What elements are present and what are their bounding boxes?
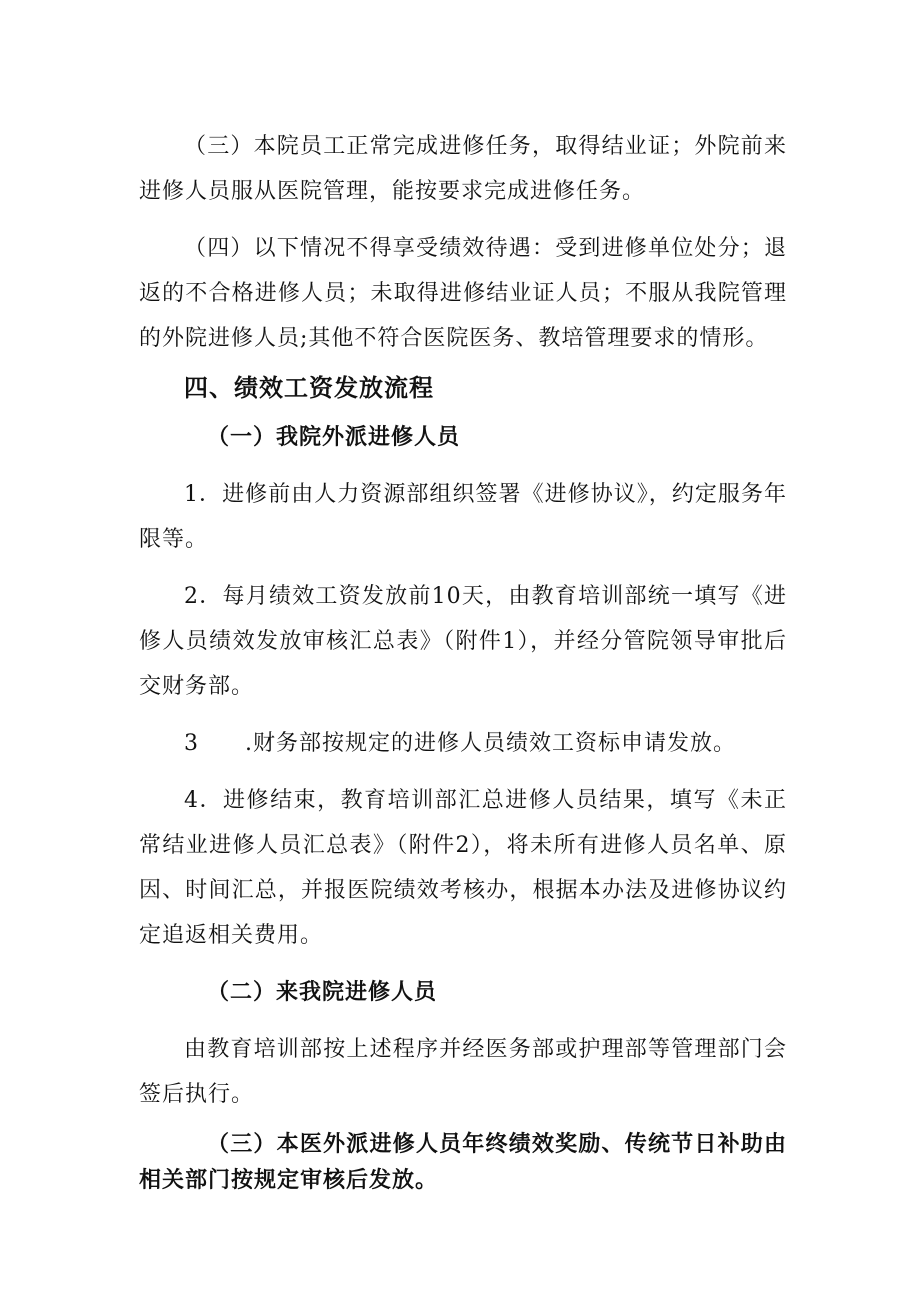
document-body (139, 124, 787, 1199)
list-item-4: 4．进修结束，教育培训部汇总进修人员结果，填写《未正常结业进修人员汇总表》（附件2），将未所有进修人员名单、原因、时间汇总，并报医院绩效考核办，根据本办法及进修协议约定追返相关费用。 (139, 788, 787, 948)
subheading-outgoing-staff: （一）我院外派进修人员 (207, 425, 461, 450)
paragraph-incoming-procedure: 由教育培训部按上述程序并经医务部或护理部等管理部门会签后执行。 (139, 1037, 787, 1107)
list-item-2: 2．每月绩效工资发放前10天，由教育培训部统一填写《进修人员绩效发放审核汇总表》（附件1），并经分管院领导审批后交财务部。 (139, 584, 787, 699)
list-item-3: 3 .财务部按规定的进修人员绩效工资标申请发放。 (184, 731, 736, 756)
paragraph-exclusion-conditions: （四）以下情况不得享受绩效待遇：受到进修单位处分；退返的不合格进修人员；未取得进修结业证人员；不服从我院管理的外院进修人员;其他不符合医院医务、教培管理要求的情形。 (139, 236, 787, 351)
list-item-1: 1．进修前由人力资源部组织签署《进修协议》，约定服务年限等。 (139, 482, 787, 552)
paragraph-year-end-bonus: （三）本医外派进修人员年终绩效奖励、传统节日补助由相关部门按规定审核后发放。 (139, 1132, 787, 1193)
subheading-incoming-staff: （二）来我院进修人员 (207, 980, 438, 1005)
paragraph-completion-conditions: （三）本院员工正常完成进修任务，取得结业证；外院前来进修人员服从医院管理，能按要求完成进修任务。 (139, 134, 787, 204)
section-heading-payment-process: 四、绩效工资发放流程 (184, 374, 434, 402)
